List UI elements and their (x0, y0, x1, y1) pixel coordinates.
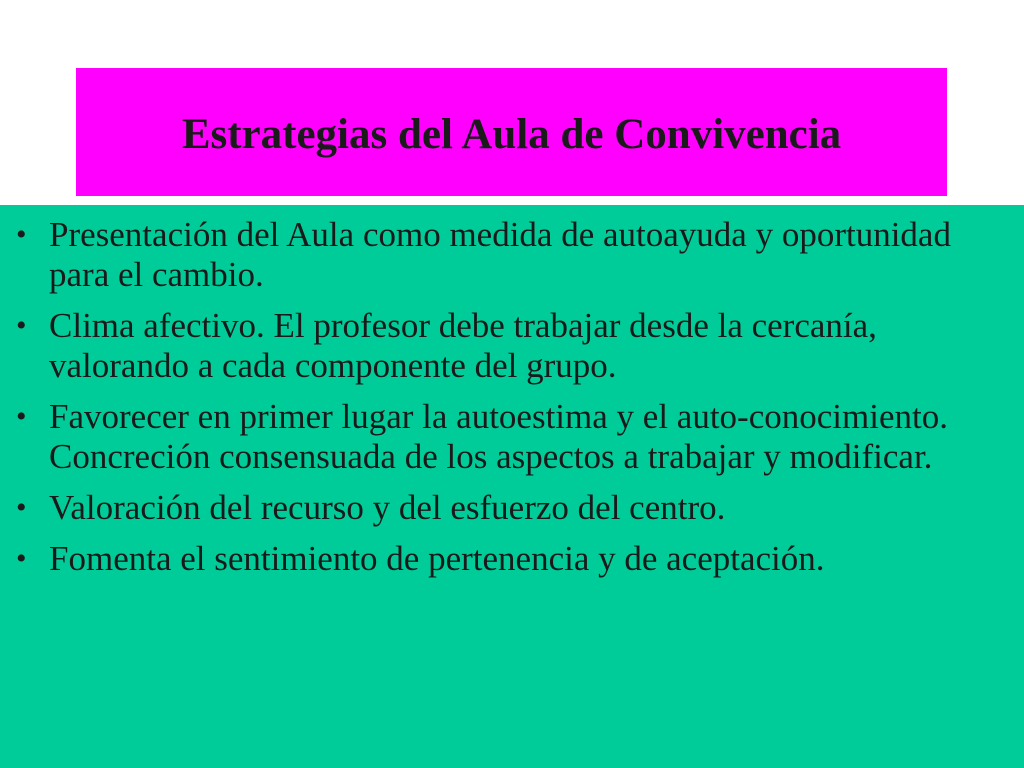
bullet-marker: • (16, 491, 27, 524)
bullet-text: Valoración del recurso y del esfuerzo del centro. (49, 488, 726, 527)
bullet-marker: • (16, 309, 27, 342)
bullet-list (0, 205, 1024, 579)
bullet-text: Fomenta el sentimiento de pertenencia y de aceptación. (49, 539, 825, 578)
content-panel (0, 205, 1024, 768)
title-banner (76, 68, 947, 196)
bullet-marker: • (16, 542, 27, 575)
slide-title: Estrategias del Aula de Convivencia (181, 110, 842, 158)
bullet-item (14, 488, 1004, 528)
bullet-marker: • (16, 400, 27, 433)
bullet-item (14, 215, 1004, 295)
bullet-item (14, 539, 1004, 579)
bullet-item (14, 397, 1004, 477)
bullet-item (14, 306, 1004, 386)
bullet-text: Presentación del Aula como medida de autoayuda y oportunidad para el cambio. (49, 215, 951, 294)
bullet-marker: • (16, 218, 27, 251)
bullet-text: Clima afectivo. El profesor debe trabajar desde la cercanía, valorando a cada componente del grupo. (49, 306, 877, 385)
bullet-text: Favorecer en primer lugar la autoestima y el auto-conocimiento. Concreción consensuada de los aspectos a trabajar y modificar. (49, 397, 948, 476)
